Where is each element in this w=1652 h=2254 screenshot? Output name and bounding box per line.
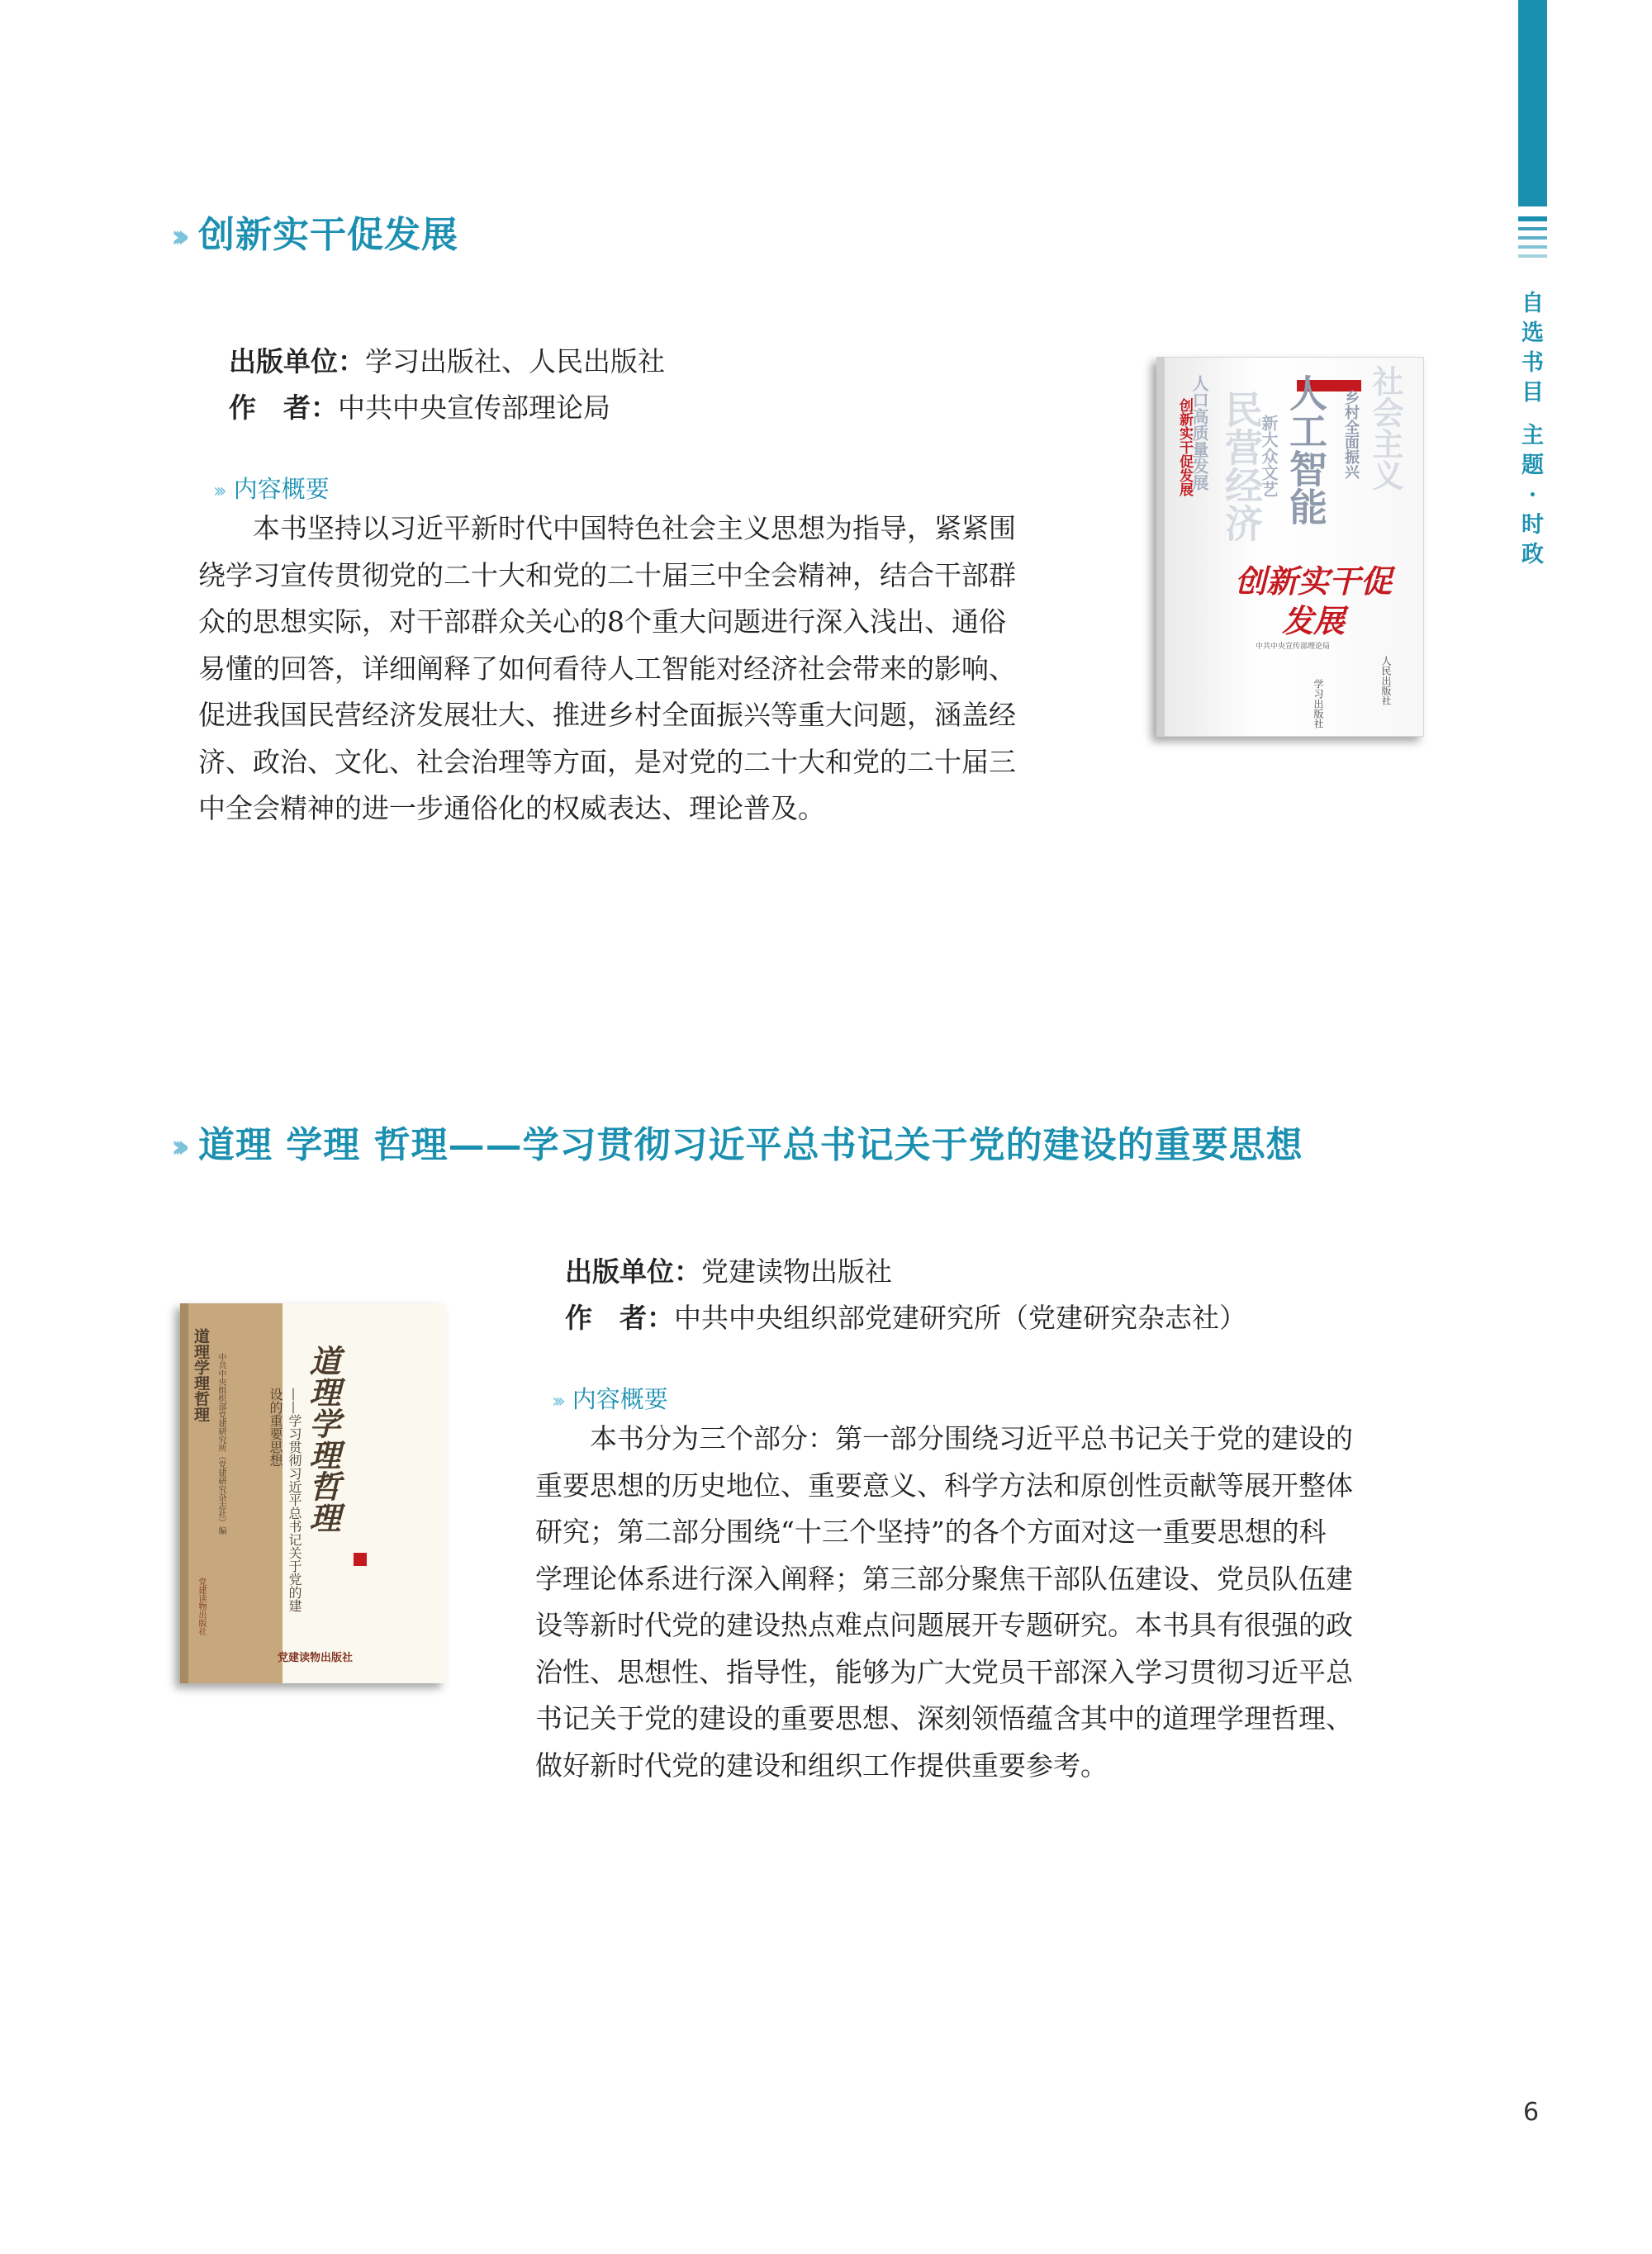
summary-line: 做好新时代党的建设和组织工作提供重要参考。	[535, 1749, 1108, 1782]
cover-word: 民营经济	[1219, 390, 1264, 542]
side-tab-bar	[1518, 0, 1547, 206]
book2-cover-title: 道理学理哲理	[304, 1345, 341, 1533]
book1-cover-pub1: 学习出版社	[1313, 679, 1324, 728]
book1-author: 中共中央宣传部理论局	[338, 391, 610, 424]
summary-line: 治性、思想性、指导性，能够为广大党员干部深入学习贯彻习近平总	[535, 1655, 1353, 1688]
book1-meta	[229, 339, 665, 431]
book1-title-row	[171, 205, 458, 258]
book2-publisher-label: 出版单位：	[565, 1255, 701, 1288]
cover-word: 人口高质量发展	[1189, 375, 1209, 491]
cover-word: 社会主义	[1367, 365, 1404, 491]
book1-publisher-label: 出版单位：	[229, 345, 365, 377]
book2-summary-heading	[552, 1381, 668, 1415]
summary-line: 济、政治、文化、社会治理等方面，是对党的二十大和党的二十届三	[198, 745, 1016, 778]
summary-line: 本书分为三个部分：第一部分围绕习近平总书记关于党的建设的	[590, 1422, 1353, 1454]
book2-cover-spine-author: 中共中央组织部党建研究所（党建研究杂志社）编	[216, 1353, 225, 1535]
book1-summary-heading	[213, 471, 330, 505]
book1-cover-title: 创新实干促发展	[1235, 562, 1393, 639]
book1-cover	[1156, 357, 1424, 737]
side-subcategory: 主题·时政	[1521, 423, 1544, 567]
summary-line: 本书坚持以习近平新时代中国特色社会主义思想为指导，紧紧围	[253, 512, 1016, 544]
summary-line: 众的思想实际，对干部群众关心的8个重大问题进行深入浅出、通俗	[198, 605, 1006, 638]
book1-cover-pub2: 人民出版社	[1380, 656, 1392, 705]
chevron-small-icon: ›››	[552, 1389, 561, 1412]
summary-line: 中全会精神的进一步通俗化的权威表达、理论普及。	[198, 792, 825, 824]
summary-line: 促进我国民营经济发展壮大、推进乡村全面振兴等重大问题，涵盖经	[198, 699, 1016, 731]
chevron-small-icon: ›››	[213, 479, 222, 502]
chevron-icon: ›››	[171, 218, 180, 254]
summary-line: 书记关于党的建设的重要思想、深刻领悟蕴含其中的道理学理哲理、	[535, 1702, 1353, 1734]
summary-line: 绕学习宣传贯彻党的二十大和党的二十届三中全会精神，结合干部群	[198, 558, 1016, 591]
summary-line: 设等新时代党的建设热点难点问题展开专题研究。本书具有很强的政	[535, 1609, 1353, 1641]
book2-publisher: 党建读物出版社	[701, 1255, 892, 1288]
book2-summary	[535, 1416, 1436, 1789]
chevron-icon: ›››	[171, 1128, 180, 1165]
book2-summary-label: 内容概要	[572, 1385, 668, 1413]
page-number: 6	[1523, 2098, 1540, 2127]
cover-word: 乡村全面振兴	[1342, 390, 1360, 479]
book1-cover-spine: 创新实干促发展	[1176, 398, 1193, 496]
summary-line: 学理论体系进行深入阐释；第三部分聚焦干部队伍建设、党员队伍建	[535, 1562, 1353, 1595]
book1-publisher: 学习出版社、人民出版社	[365, 345, 665, 377]
book2-title: 道理 学理 哲理——学习贯彻习近平总书记关于党的建设的重要思想	[197, 1124, 1303, 1166]
book2-author-label: 作 者：	[565, 1302, 674, 1334]
book2-cover	[180, 1303, 446, 1683]
book1-title: 创新实干促发展	[197, 214, 458, 256]
book2-title-row	[171, 1115, 1303, 1168]
book2-cover-spine-pub: 党建读物出版社	[197, 1578, 206, 1635]
book1-author-label: 作 者：	[229, 391, 338, 424]
book2-cover-subtitle: ——学习贯彻习近平总书记关于党的建设的重要思想	[268, 1388, 302, 1612]
seal-icon	[354, 1553, 367, 1566]
book2-cover-publisher: 党建读物出版社	[278, 1652, 354, 1664]
side-category: 自选书目	[1521, 291, 1544, 406]
cover-word: 新大众文艺	[1259, 415, 1279, 497]
summary-line: 易懂的回答，详细阐释了如何看待人工智能对经济社会带来的影响、	[198, 652, 1016, 685]
side-tab-stripes	[1518, 216, 1547, 263]
book2-author: 中共中央组织部党建研究所（党建研究杂志社）	[674, 1302, 1246, 1334]
book2-cover-spine: 道理学理哲理	[192, 1328, 210, 1422]
book1-summary-label: 内容概要	[233, 475, 330, 503]
book1-cover-author: 中共中央宣传部理论局	[1256, 643, 1331, 651]
cover-word: 人工智能	[1284, 373, 1328, 525]
summary-line: 研究；第二部分围绕“十三个坚持”的各个方面对这一重要思想的科	[535, 1516, 1327, 1548]
summary-line: 重要思想的历史地位、重要意义、科学方法和原创性贡献等展开整体	[535, 1469, 1353, 1502]
side-tab-label	[1518, 289, 1547, 570]
book1-summary	[198, 505, 1090, 833]
book2-meta	[565, 1249, 1246, 1341]
